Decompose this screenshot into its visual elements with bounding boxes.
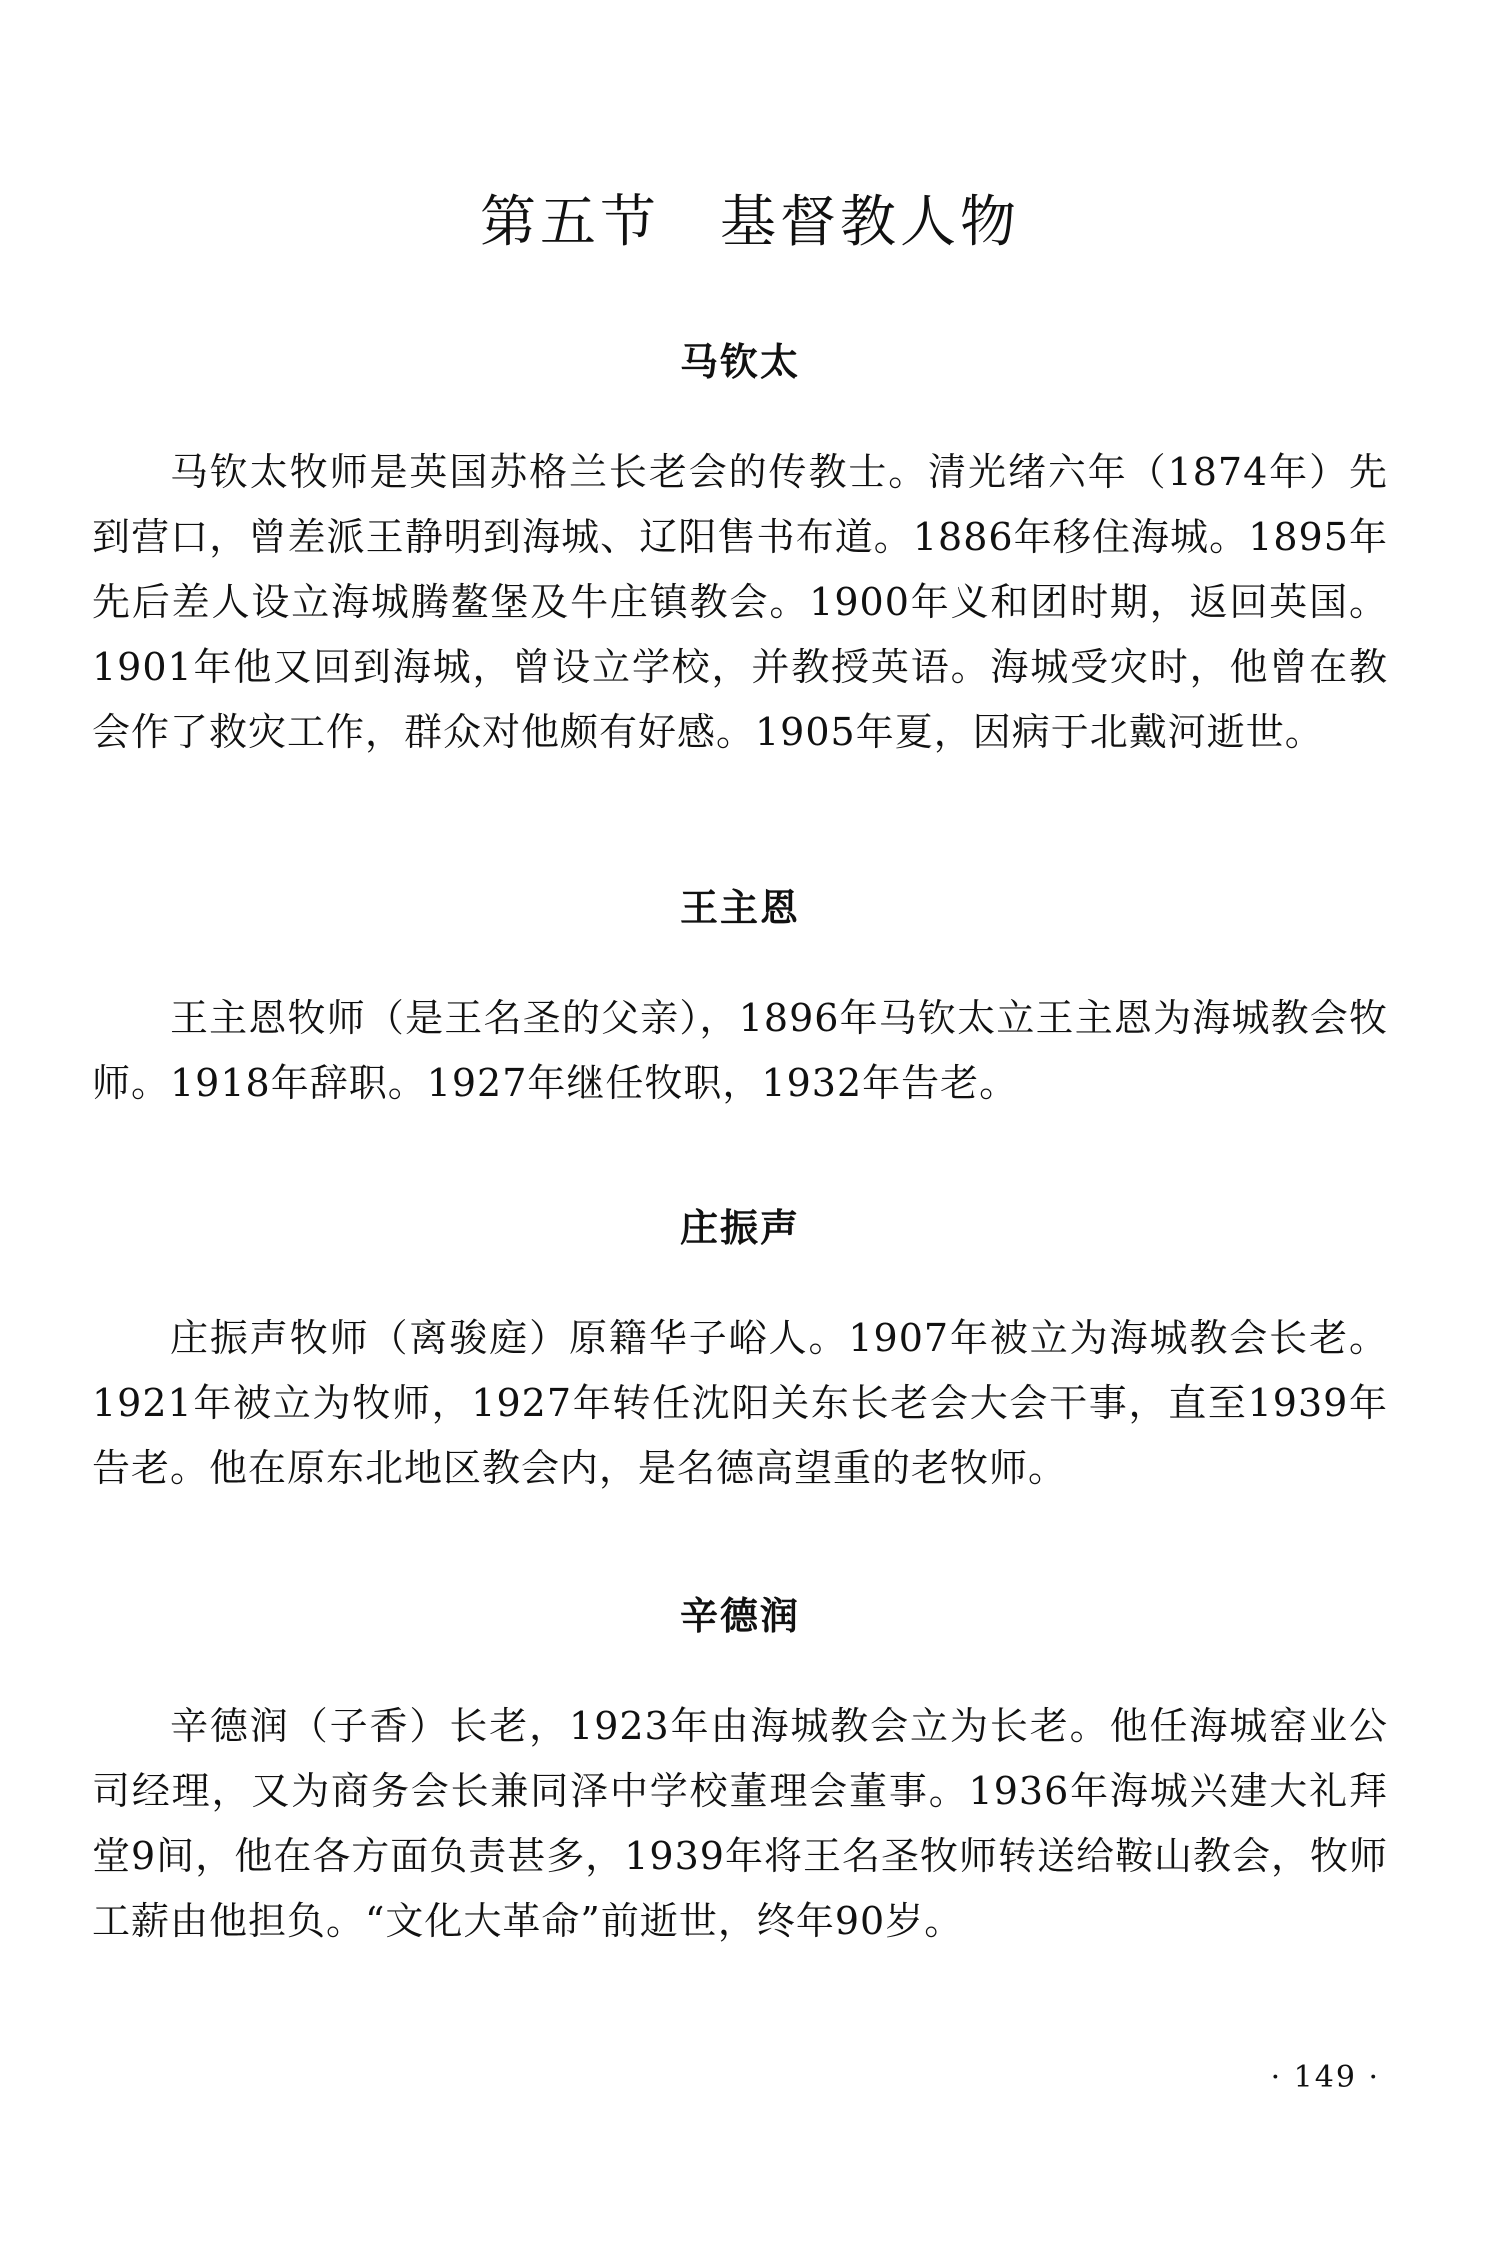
person-bio: 庄振声牧师（离骏庭）原籍华子峪人。1907年被立为海城教会长老。1921年被立为牧师，1927年转任沈阳关东长老会大会干事，直至1939年告老。他在原东北地区教会内，是名德高望重的老牧师。: [92, 1316, 1388, 1490]
person-section-wang-zhuen: [92, 884, 1388, 1116]
person-bio: 王主恩牧师（是王名圣的父亲），1896年马钦太立王主恩为海城教会牧师。1918年辞职。1927年继任牧职，1932年告老。: [92, 996, 1388, 1105]
chapter-title: 第五节 基督教人物: [480, 190, 1020, 255]
person-name: 庄振声: [679, 1206, 800, 1250]
page-number: · 149 ·: [1270, 2060, 1380, 2095]
person-name: 马钦太: [679, 340, 800, 384]
person-name: 辛德润: [679, 1594, 800, 1638]
person-section-ma-qintai: [92, 338, 1388, 765]
person-section-zhuang-zhensheng: [92, 1204, 1388, 1501]
person-bio: 辛德润（子香）长老，1923年由海城教会立为长老。他任海城窑业公司经理，又为商务会长兼同泽中学校董理会董事。1936年海城兴建大礼拜堂9间，他在各方面负责甚多，1939年将王名圣牧师转送给鞍山教会，牧师工薪由他担负。“文化大革命”前逝世，终年90岁。: [92, 1704, 1388, 1943]
person-name: 王主恩: [679, 886, 800, 930]
person-section-xin-derun: [92, 1592, 1388, 1954]
person-bio: 马钦太牧师是英国苏格兰长老会的传教士。清光绪六年（1874年）先到营口，曾差派王静明到海城、辽阳售书布道。1886年移住海城。1895年先后差人设立海城腾鳌堡及牛庄镇教会。1900年义和团时期，返回英国。1901年他又回到海城，曾设立学校，并教授英语。海城受灾时，他曾在教会作了救灾工作，群众对他颇有好感。1905年夏，因病于北戴河逝世。: [92, 450, 1388, 754]
